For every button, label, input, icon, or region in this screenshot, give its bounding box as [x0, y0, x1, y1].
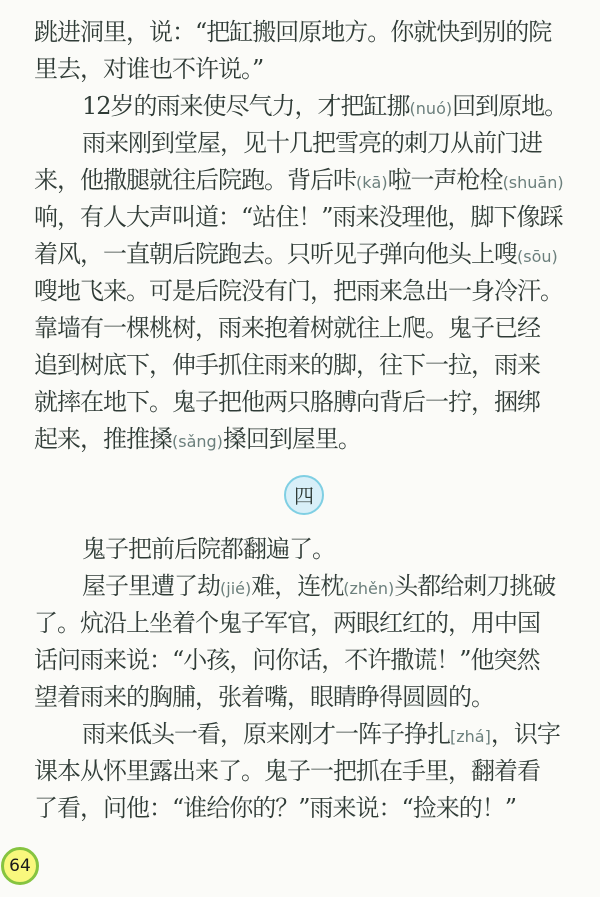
text-line	[34, 753, 574, 790]
pinyin-run: [zhá]	[450, 727, 491, 746]
text-run: 屋子里遭了劫	[82, 572, 220, 600]
text-line	[34, 125, 574, 162]
text-run: 嗖地飞来。可是后院没有门，把雨来急出一身冷汗。	[34, 277, 563, 305]
text-line	[34, 199, 574, 236]
text-line	[34, 51, 574, 88]
text-line	[34, 605, 574, 642]
text-run: 起来，推推搡	[34, 425, 172, 453]
pinyin-run: (nuó)	[409, 99, 453, 118]
page-number-badge	[1, 847, 39, 885]
text-run: 雨来低头一看，原来刚才一阵子挣扎	[82, 720, 450, 748]
text-run: 靠墙有一棵桃树，雨来抱着树就往上爬。鬼子已经	[34, 314, 540, 342]
text-run: 话问雨来说：“小孩，问你话，不许撒谎！”他突然	[34, 646, 540, 674]
text-line	[34, 421, 574, 458]
text-run: 里去，对谁也不许说。”	[34, 55, 264, 83]
text-run: 就摔在地下。鬼子把他两只胳膊向背后一拧，捆绑	[34, 388, 540, 416]
text-run: 了。炕沿上坐着个鬼子军官，两眼红红的，用中国	[34, 609, 540, 637]
section-marker-row	[34, 458, 574, 531]
text-line	[34, 716, 574, 753]
text-run: 来，他撒腿就往后院跑。背后咔	[34, 166, 356, 194]
pinyin-run: (kā)	[356, 173, 388, 192]
text-line	[34, 236, 574, 273]
text-line	[34, 88, 574, 125]
text-line	[34, 273, 574, 310]
text-run: 难，连枕	[251, 572, 344, 600]
text-run: 了看，问他：“谁给你的？”雨来说：“捡来的！”	[34, 794, 517, 822]
text-run: 望着雨来的胸脯，张着嘴，眼睛睁得圆圆的。	[34, 683, 494, 711]
pinyin-run: (shuān)	[502, 173, 564, 192]
text-run: 搡回到屋里。	[222, 425, 361, 453]
pinyin-run: (sōu)	[517, 247, 558, 266]
text-run: 头都给刺刀挑破	[394, 572, 556, 600]
text-run: 追到树底下，伸手抓住雨来的脚，往下一拉，雨来	[34, 351, 540, 379]
text-line	[34, 162, 574, 199]
pinyin-run: (zhěn)	[343, 579, 395, 598]
text-run: 12岁的雨来使尽气力，才把缸挪	[82, 92, 410, 120]
text-line	[34, 679, 574, 716]
text-run: 鬼子把前后院都翻遍了。	[82, 535, 335, 563]
text-run: 回到原地。	[452, 92, 568, 120]
text-line	[34, 642, 574, 679]
text-run: 啦一声枪栓	[387, 166, 503, 194]
pinyin-run: (sǎng)	[172, 432, 223, 451]
text-run: ，识字	[490, 720, 560, 748]
pinyin-run: (jié)	[220, 579, 252, 598]
text-run: 响，有人大声叫道：“站住！”雨来没理他，脚下像踩	[34, 203, 563, 231]
text-run: 雨来刚到堂屋，见十几把雪亮的刺刀从前门进	[82, 129, 542, 157]
text-line	[34, 14, 574, 51]
text-line	[34, 790, 574, 827]
text-run: 课本从怀里露出来了。鬼子一把抓在手里，翻着看	[34, 757, 540, 785]
page-number: 64	[9, 856, 31, 876]
text-line	[34, 347, 574, 384]
text-run: 跳进洞里，说：“把缸搬回原地方。你就快到别的院	[34, 18, 552, 46]
text-run: 着风，一直朝后院跑去。只听见子弹向他头上嗖	[34, 240, 517, 268]
text-line	[34, 531, 574, 568]
text-line	[34, 384, 574, 421]
section-marker: 四	[284, 475, 324, 515]
text-line	[34, 310, 574, 347]
text-line	[34, 568, 574, 605]
